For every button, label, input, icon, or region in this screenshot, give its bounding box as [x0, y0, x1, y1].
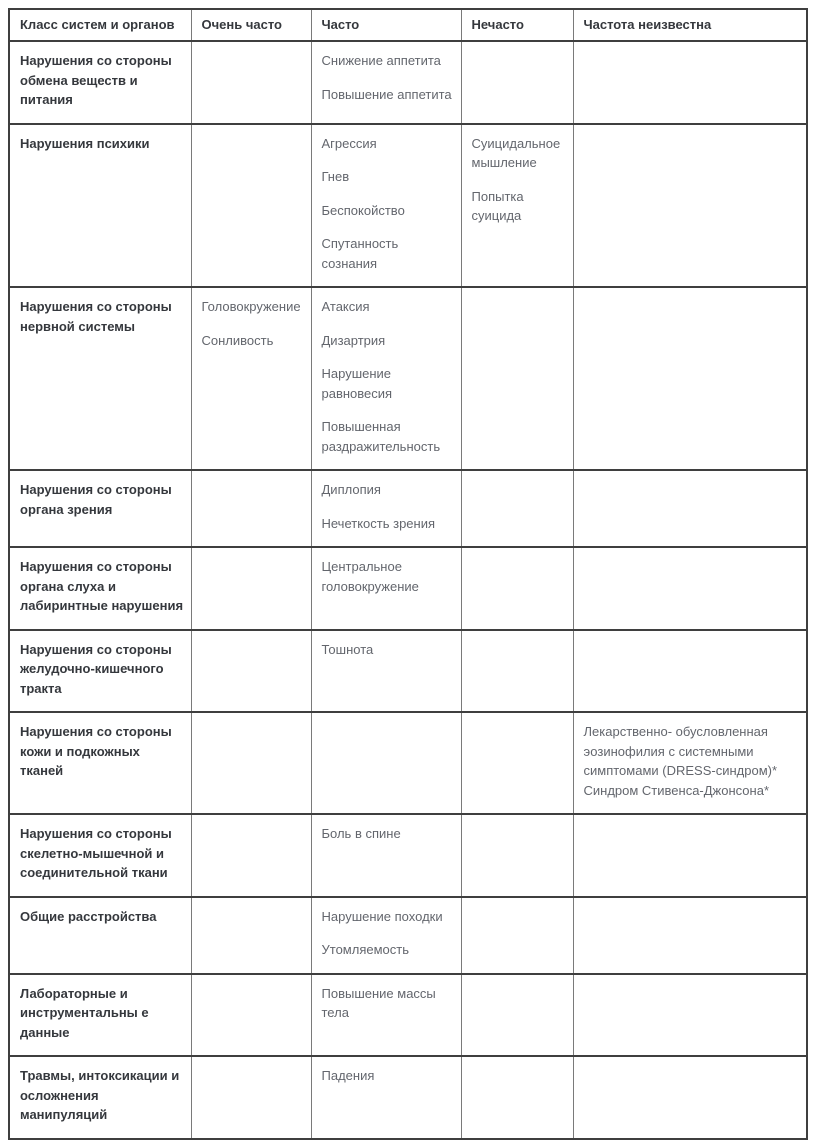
- cell-very-common: [191, 712, 311, 814]
- reaction-item: Гнев: [321, 169, 350, 185]
- cell-unknown: [573, 470, 807, 547]
- table-row: [9, 470, 807, 547]
- cell-uncommon: [461, 1056, 573, 1139]
- cell-uncommon: [461, 814, 573, 897]
- reaction-item: Повышение аппетита: [321, 86, 452, 102]
- reaction-item: Центральное головокружение: [321, 559, 419, 594]
- cell-system-organ-class: Нарушения со стороны нервной системы: [9, 287, 191, 470]
- cell-uncommon: [461, 470, 573, 547]
- cell-unknown: [573, 41, 807, 124]
- table-row: [9, 974, 807, 1057]
- cell-uncommon: [461, 547, 573, 630]
- cell-system-organ-class: Нарушения со стороны кожи и подкожных тканей: [9, 712, 191, 814]
- cell-unknown: [573, 124, 807, 288]
- reaction-item: Агрессия: [321, 135, 377, 151]
- table-row: [9, 712, 807, 814]
- cell-unknown: [573, 897, 807, 974]
- cell-common: [311, 814, 461, 897]
- table-row: [9, 124, 807, 288]
- reaction-item: Беспокойство: [321, 202, 405, 218]
- cell-unknown: [573, 1056, 807, 1139]
- table-row: [9, 814, 807, 897]
- reaction-item: Головокружение: [201, 299, 301, 315]
- cell-system-organ-class: Нарушения психики: [9, 124, 191, 288]
- cell-uncommon: [461, 974, 573, 1057]
- table-row: [9, 41, 807, 124]
- cell-very-common: [191, 470, 311, 547]
- cell-system-organ-class: Нарушения со стороны обмена веществ и питания: [9, 41, 191, 124]
- cell-system-organ-class: Общие расстройства: [9, 897, 191, 974]
- reaction-item: Нарушение равновесия: [321, 366, 393, 401]
- column-header-very-common: Очень часто: [191, 9, 311, 41]
- cell-system-organ-class: Нарушения со стороны органа слуха и лабиринтные нарушения: [9, 547, 191, 630]
- cell-system-organ-class: Травмы, интоксикации и осложнения манипуляций: [9, 1056, 191, 1139]
- table-row: [9, 287, 807, 470]
- cell-very-common: [191, 630, 311, 713]
- cell-very-common: [191, 287, 311, 470]
- cell-common: [311, 974, 461, 1057]
- cell-uncommon: [461, 712, 573, 814]
- reaction-item: Диплопия: [321, 482, 381, 498]
- cell-uncommon: [461, 287, 573, 470]
- cell-system-organ-class: Лабораторные и инструментальны е данные: [9, 974, 191, 1057]
- cell-common: [311, 547, 461, 630]
- cell-very-common: [191, 1056, 311, 1139]
- cell-unknown: [573, 287, 807, 470]
- cell-common: [311, 630, 461, 713]
- column-header-soc: Класс систем и органов: [9, 9, 191, 41]
- reaction-item: Нечеткость зрения: [321, 515, 436, 531]
- cell-common: [311, 41, 461, 124]
- table-row: [9, 897, 807, 974]
- cell-unknown: [573, 712, 807, 814]
- reaction-item: Боль в спине: [321, 826, 401, 842]
- cell-very-common: [191, 814, 311, 897]
- cell-system-organ-class: Нарушения со стороны скелетно-мышечной и соединительной ткани: [9, 814, 191, 897]
- cell-common: [311, 470, 461, 547]
- cell-unknown: [573, 974, 807, 1057]
- table-row: [9, 547, 807, 630]
- reaction-item: Повышенная раздражительность: [321, 419, 441, 454]
- column-header-unknown: Частота неизвестна: [573, 9, 807, 41]
- reaction-item: Попытка суицида: [471, 188, 524, 224]
- cell-very-common: [191, 124, 311, 288]
- cell-unknown: [573, 547, 807, 630]
- reaction-item: Атаксия: [321, 299, 370, 315]
- cell-very-common: [191, 547, 311, 630]
- table-body: [9, 41, 807, 1139]
- cell-common: [311, 897, 461, 974]
- cell-very-common: [191, 897, 311, 974]
- cell-uncommon: [461, 630, 573, 713]
- cell-uncommon: [461, 124, 573, 288]
- reaction-item: Тошнота: [321, 641, 374, 657]
- cell-very-common: [191, 974, 311, 1057]
- cell-unknown: [573, 814, 807, 897]
- reaction-item: Лекарственно- обусловленная эозинофилия с системными симптомами (DRESS-синдром)* Синдром Стивенса-Джонсона*: [583, 724, 778, 798]
- reaction-item: Спутанность сознания: [321, 236, 399, 271]
- table-row: [9, 630, 807, 713]
- reaction-item: Дизартрия: [321, 332, 386, 348]
- cell-system-organ-class: Нарушения со стороны желудочно-кишечного тракта: [9, 630, 191, 713]
- column-header-common: Часто: [311, 9, 461, 41]
- cell-system-organ-class: Нарушения со стороны органа зрения: [9, 470, 191, 547]
- cell-common: [311, 1056, 461, 1139]
- adverse-reactions-table: [8, 8, 808, 1140]
- cell-common: [311, 124, 461, 288]
- reaction-item: Утомляемость: [321, 942, 409, 958]
- cell-common: [311, 287, 461, 470]
- cell-very-common: [191, 41, 311, 124]
- table-row: [9, 1056, 807, 1139]
- reaction-item: Нарушение походки: [321, 908, 443, 924]
- table-header-row: [9, 9, 807, 41]
- reaction-item: Снижение аппетита: [321, 53, 441, 69]
- reaction-item: Суицидальное мышление: [471, 135, 561, 171]
- cell-unknown: [573, 630, 807, 713]
- reaction-item: Падения: [321, 1068, 375, 1084]
- cell-uncommon: [461, 41, 573, 124]
- column-header-uncommon: Нечасто: [461, 9, 573, 41]
- cell-common: [311, 712, 461, 814]
- reaction-item: Повышение массы тела: [321, 985, 436, 1021]
- reaction-item: Сонливость: [201, 332, 274, 348]
- cell-uncommon: [461, 897, 573, 974]
